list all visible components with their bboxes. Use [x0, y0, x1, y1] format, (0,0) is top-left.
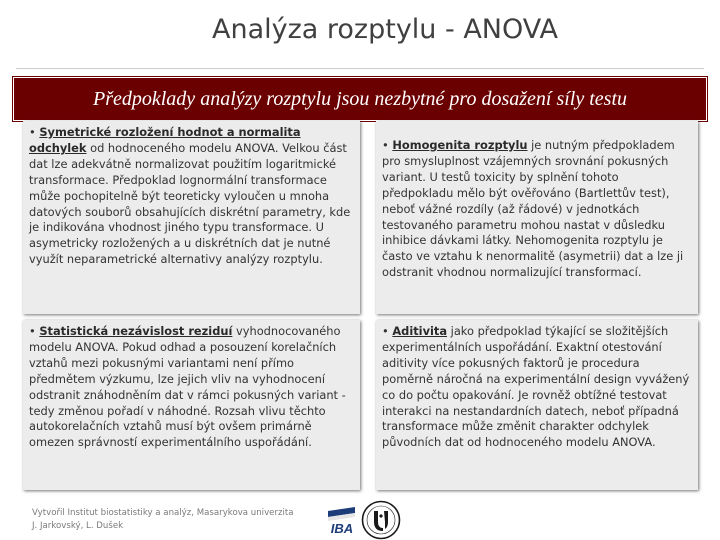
iba-logo [325, 502, 359, 536]
bullet: • [382, 324, 393, 338]
bullet: • [29, 324, 40, 338]
bullet: • [29, 125, 40, 139]
university-seal-icon [361, 500, 401, 540]
footer-institute: Vytvořil Institut biostatistiky a analýz, Masarykova univerzita [32, 508, 294, 518]
footer-authors: J. Jarkovský, L. Dušek [32, 521, 124, 531]
homogeneity-cell [376, 121, 698, 314]
slide-title: Analýza rozptylu - ANOVA [212, 14, 558, 45]
independence-term: Statistická nezávislost reziduí [39, 324, 233, 338]
footer-credits [32, 507, 294, 533]
additivity-term: Aditivita [392, 324, 448, 338]
symmetry-normality-cell [23, 121, 360, 314]
bullet: • [382, 138, 393, 152]
title-divider [16, 68, 704, 69]
iba-logo-text: IBA [330, 521, 354, 536]
symmetry-term: Symetrické rozložení hodnot a normalita odchylek [29, 125, 301, 155]
independence-cell [23, 320, 360, 490]
homogeneity-text: je nutným předpokladem pro smysluplnost vzájemných srovnání pokusných variant. U testů toxicity by splnění tohoto předpokladu mělo být ověřováno (Bartlettův test), neboť vážné rozdíly (až řádové) v jednotkách testovaného parametru mohou nastat v důsledku inhibice dávkami látky. Nehomogenita rozptylu je často ve vztahu k nenormalitě (asymetrii) dat a lze ji odstranit vhodnou normalizující transformací. [382, 138, 684, 280]
homogeneity-term: Homogenita rozptylu [392, 138, 528, 152]
additivity-text: jako předpoklad týkající se složitějších experimentálních uspořádání. Exaktní otestování aditivity více pokusných faktorů je procedura poměrně náročná na experimentální design vyvážený co do počtu opakování. Je rovněž obtížné testovat interakci na nestandardních datech, neboť případná transformace může změnit charakter odchylek původních dat od hodnoceného modelu ANOVA. [382, 324, 690, 450]
symmetry-text: od hodnoceného modelu ANOVA. Velkou část dat lze adekvátně normalizovat použitím logaritmické transformace. Předpoklad lognormální transformace může pochopitelně být teoreticky vyloučen u mnoha datových souborů obsahujících diskrétní parametry, kde je indikována vhodnost jiného typu transformace. U asymetricky rozložených a u diskrétních dat je nutné využít neparametrické alternativy analýzy rozptylu. [29, 140, 351, 267]
assumptions-banner: Předpoklady analýzy rozptylu jsou nezbytné pro dosažení síly testu [13, 77, 707, 121]
independence-text: vyhodnocovaného modelu ANOVA. Pokud odhad a posouzení korelačních vztahů mezi pokusnými variantami není přímo předmětem výzkumu, lze jejich vliv na vyhodnocení odstranit znáhodněním dat v rámci pokusných variant - tedy změnou pořadí v náhodné. Rozsah vlivu těchto autokorelačních vztahů musí být ovšem primárně omezen správností experimentálního uspořádání. [29, 324, 346, 450]
additivity-cell [376, 320, 698, 490]
